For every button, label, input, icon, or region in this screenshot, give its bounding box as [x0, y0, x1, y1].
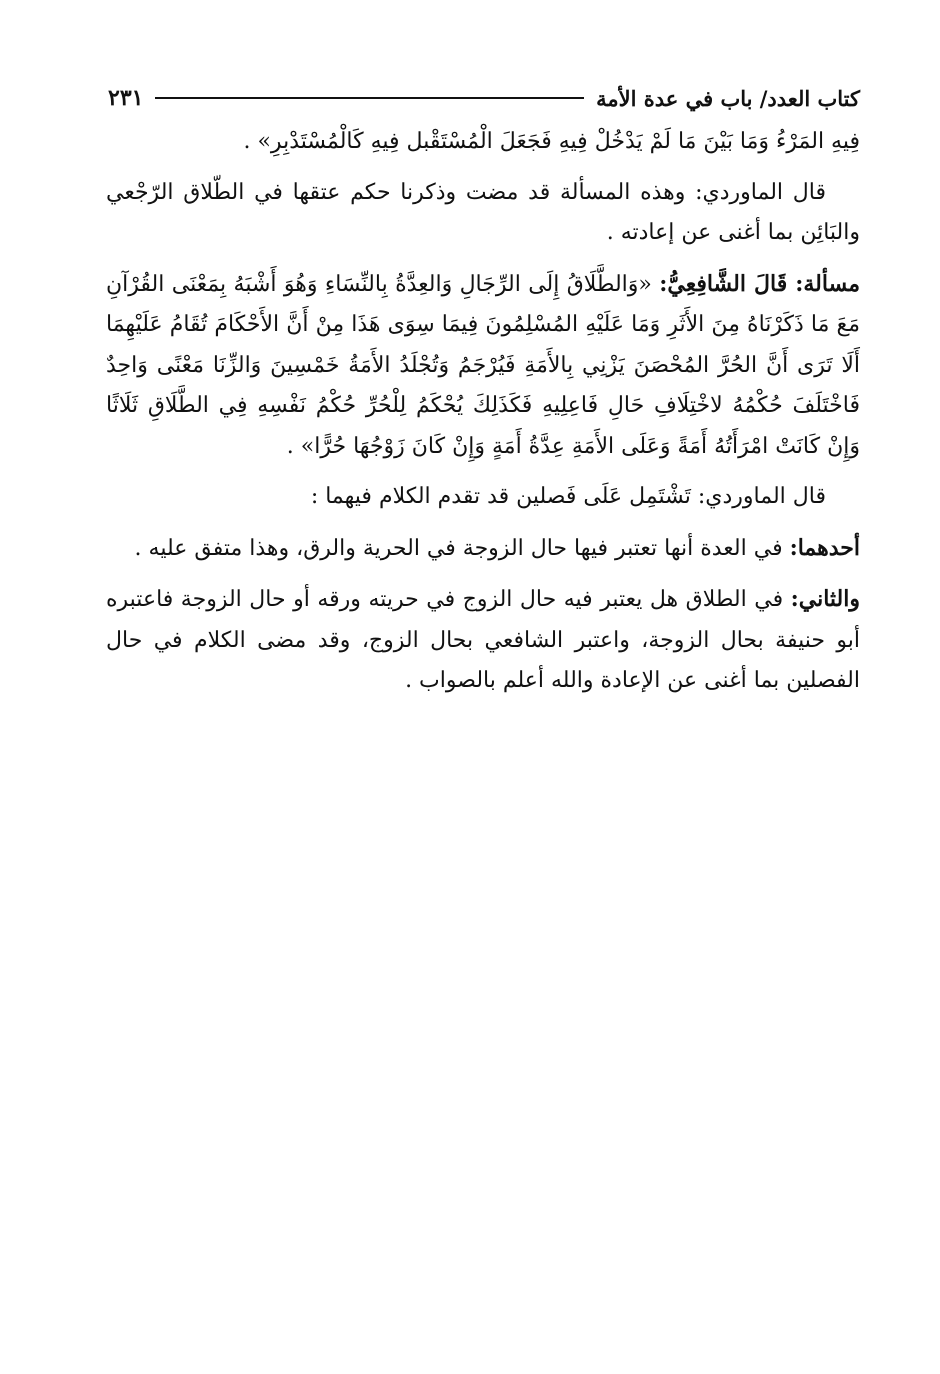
paragraph-text: قال الماوردي: وهذه المسألة قد مضت وذكرنا حكم عتقها في الطّلاق الرّجْعي والبَائِن بما أغنى عن إعادته .: [106, 179, 860, 245]
paragraph-text: في الطلاق هل يعتبر فيه حال الزوج في حريته ورقه أو حال الزوجة فاعتبره أبو حنيفة بحال الزوجة، واعتبر الشافعي بحال الزوج، وقد مضى الكلام في حال الفصلين بما أغنى عن الإعادة والله أعلم بالصواب .: [106, 587, 860, 693]
paragraph-lead: والثاني:: [790, 586, 860, 612]
paragraph-lead: أحدهما:: [789, 534, 860, 561]
chapter-title: كتاب العدد/ باب في عدة الأمة: [596, 85, 860, 111]
paragraph-mawardi-1: [106, 173, 860, 254]
paragraph-mawardi-2: [106, 477, 860, 518]
paragraph-continuation: [106, 122, 860, 163]
paragraph-text: «وَالطَّلَاقُ إِلَى الرِّجَالِ وَالعِدَّةُ بِالنِّسَاءِ وَهُوَ أَشْبَهُ بِمَعْنَى القُرْآنِ مَعَ مَا ذَكَرْنَاهُ مِنَ الأَثَرِ وَمَا عَلَيْهِ المُسْلِمُونَ فِيمَا سِوَى هَذَا مِنْ أَنَّ الأَحْكَامَ تُقَامُ عَلَيْهِمَا أَلَا تَرَى أَنَّ الحُرَّ المُحْصَنَ يَزْنِي بِالأَمَةِ فَيُرْجَمُ وَتُجْلَدُ الأَمَةُ خَمْسِينَ وَالزِّنَا مَعْنًى وَاحِدٌ فَاخْتَلَفَ حُكْمُهُ لاخْتِلَافِ حَالِ فَاعِلِيهِ فَكَذَلِكَ يُحْكَمُ لِلْحُرِّ حُكْمُ نَفْسِهِ فِي الطَّلَاقِ ثَلَاثًا وَإِنْ كَانَتْ امْرَأَتُهُ أَمَةً وَعَلَى الأَمَةِ عِدَّةُ أَمَةٍ وَإِنْ كَانَ زَوْجُهَا حُرًّا» .: [106, 271, 860, 459]
paragraph-second: [106, 579, 860, 702]
running-header: [108, 78, 860, 118]
paragraph-first: [106, 528, 860, 570]
paragraph-lead: مسألة: قَالَ الشَّافِعِيُّ:: [659, 270, 861, 297]
paragraph-text: قال الماوردي: تَشْتَمِل عَلَى فَصلين قد تقدم الكلام فيهما :: [310, 484, 826, 509]
paragraph-text: فِيهِ المَرْءُ وَمَا بَيْنَ مَا لَمْ يَدْخُلْ فِيهِ فَجَعَلَ الْمُسْتَقْبل فِيهِ كَالْمُسْتَدْبِرِ» .: [243, 129, 860, 154]
header-rule: [155, 97, 584, 99]
paragraph-text: في العدة أنها تعتبر فيها حال الزوجة في الحرية والرق، وهذا متفق عليه .: [134, 535, 790, 561]
page-number: ٢٣١: [108, 85, 144, 111]
body-text: [106, 122, 860, 712]
paragraph-masala: [106, 264, 860, 468]
